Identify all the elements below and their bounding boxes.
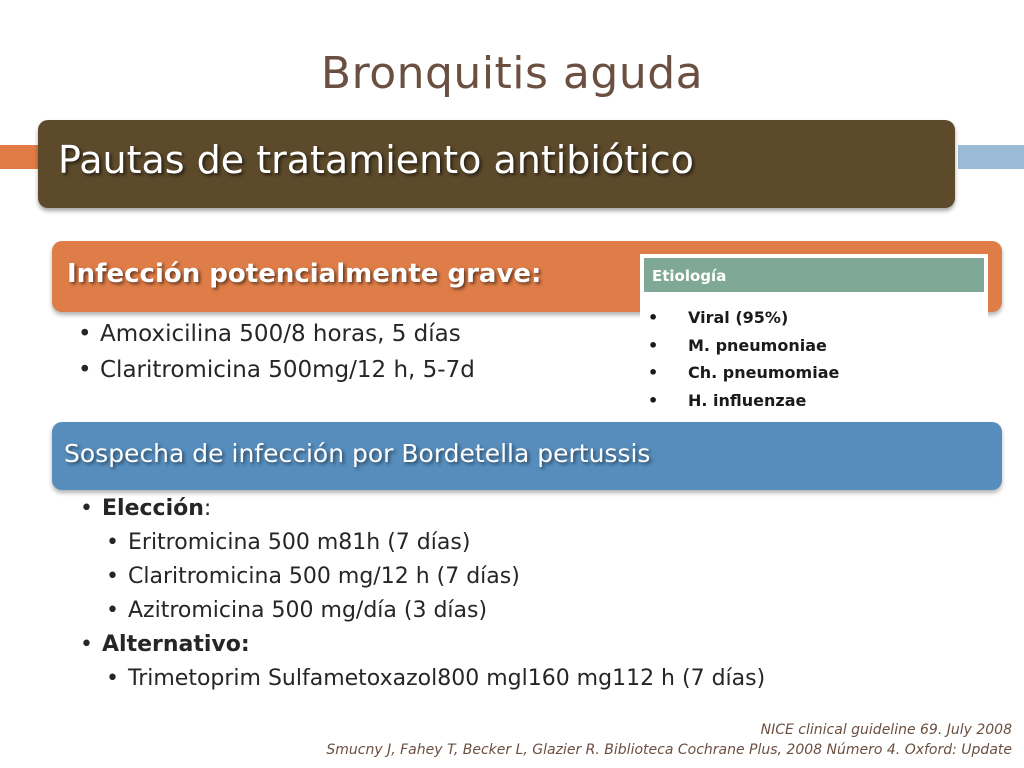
accent-bar-left [0, 145, 38, 169]
list-item: • Claritromicina 500mg/12 h, 5-7d [78, 352, 475, 388]
bullet-icon: • [80, 496, 93, 521]
reference-line: Smucny J, Fahey T, Becker L, Glazier R. Biblioteca Cochrane Plus, 2008 Número 4. Oxford: Update [326, 742, 1012, 758]
section1-list [78, 316, 475, 388]
etiology-list [648, 304, 839, 414]
bullet-icon: • [80, 632, 93, 657]
slide-title: Bronquitis aguda [320, 48, 704, 99]
list-item: • Ch. pneumomiae [648, 359, 839, 387]
etiology-header-bar [642, 256, 986, 294]
list-item: • Amoxicilina 500/8 horas, 5 días [78, 316, 475, 352]
accent-bar-right [958, 145, 1024, 169]
bullet-icon: • [78, 321, 92, 347]
choice-heading: • Elección: [80, 492, 765, 526]
section1-header: Infección potencialmente grave: [67, 259, 542, 289]
alternative-heading: • Alternativo: [80, 628, 765, 662]
banner-text: Pautas de tratamiento antibiótico [58, 138, 694, 182]
reference-line: NICE clinical guideline 69. July 2008 [760, 722, 1012, 738]
section2-header: Sospecha de infección por Bordetella pertussis [64, 439, 651, 468]
bullet-icon: • [106, 530, 119, 555]
list-item: • M. pneumoniae [648, 332, 839, 360]
bullet-icon: • [78, 357, 92, 383]
bullet-icon: • [106, 598, 119, 623]
list-item: • Azitromicina 500 mg/día (3 días) [80, 594, 765, 628]
bullet-icon: • [648, 390, 659, 410]
section2-header-bar [52, 422, 1002, 490]
etiology-box [640, 254, 988, 420]
bullet-icon: • [648, 335, 659, 355]
list-item: • Claritromicina 500 mg/12 h (7 días) [80, 560, 765, 594]
bullet-icon: • [648, 363, 659, 382]
bullet-icon: • [648, 308, 659, 327]
banner [38, 120, 955, 208]
bullet-icon: • [106, 666, 119, 691]
bullet-icon: • [106, 564, 119, 589]
references [326, 720, 1012, 760]
list-item: • H. influenzae [648, 387, 839, 415]
etiology-header: Etiología [652, 267, 727, 285]
section2-content [80, 492, 765, 696]
list-item: • Viral (95%) [648, 304, 839, 332]
list-item: • Eritromicina 500 m81h (7 días) [80, 526, 765, 560]
list-item: • Trimetoprim Sulfametoxazol800 mgl160 mg112 h (7 días) [80, 662, 765, 696]
